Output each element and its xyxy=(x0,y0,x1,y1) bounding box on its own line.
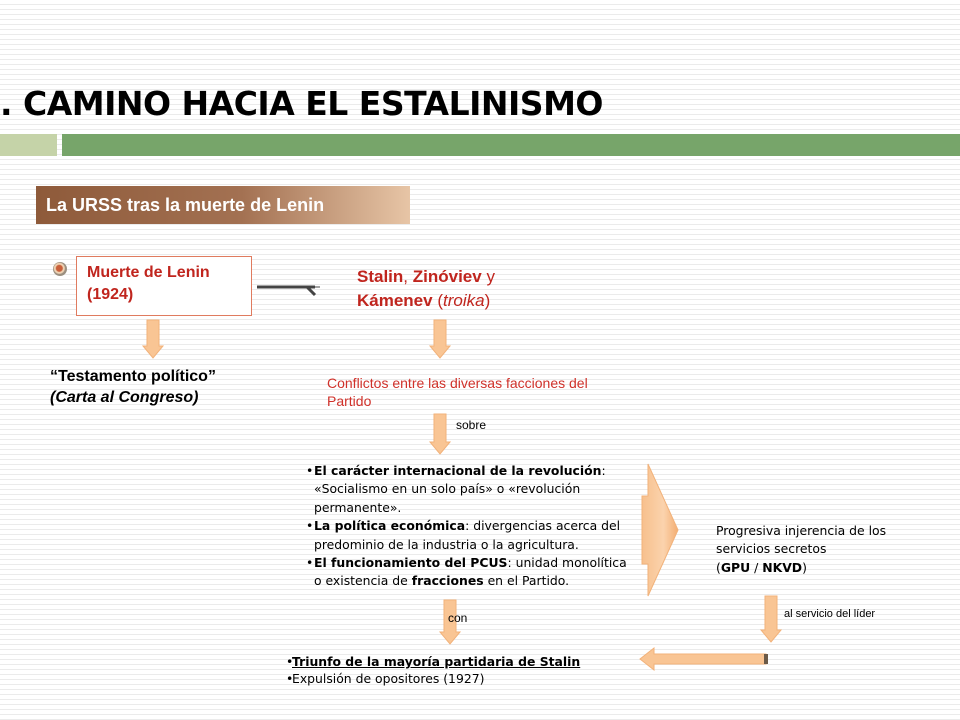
section-label: La URSS tras la muerte de Lenin xyxy=(36,186,410,224)
name-stalin: Stalin xyxy=(357,267,404,286)
topic-3-text-a: : unidad monolítica o existencia de xyxy=(314,555,627,589)
testament-line1: “Testamento político” xyxy=(50,368,216,385)
troika-sep1: , xyxy=(403,267,413,286)
topic-2-text: : divergencias acerca del predominio de la industria o la agricultura. xyxy=(314,518,621,552)
faction-conflicts: Conflictos entre las diversas facciones del Partido xyxy=(327,375,588,409)
list-item xyxy=(306,517,628,554)
topic-3-title: El funcionamiento del PCUS xyxy=(314,555,508,571)
name-kamenev: Kámenev xyxy=(357,291,433,310)
political-testament xyxy=(50,366,216,408)
injerencia-open: ( xyxy=(716,559,721,575)
lenin-box-line2: (1924) xyxy=(87,286,134,303)
topic-1-text: : «Socialismo en un solo país» o «revolución permanente». xyxy=(314,463,606,515)
troika-close: ) xyxy=(484,291,491,310)
title-underline-left xyxy=(0,134,57,156)
right-arrow-icon xyxy=(255,278,325,298)
topic-1-title: El carácter internacional de la revolución xyxy=(314,463,602,478)
lenin-death-box xyxy=(76,256,252,316)
down-arrow-icon xyxy=(143,320,163,360)
list-item xyxy=(306,554,628,591)
troika-word: troika xyxy=(443,291,485,310)
injerencia-slash: / xyxy=(750,559,763,575)
left-arrow-icon xyxy=(638,647,770,671)
topic-2-title: La política económica xyxy=(314,518,466,534)
results-list xyxy=(286,653,580,687)
title-underline-bar xyxy=(62,134,960,156)
secret-services-text xyxy=(716,522,916,577)
bullet-circle-icon xyxy=(53,262,67,276)
troika-sep2: y xyxy=(481,267,495,286)
lenin-box-line1: Muerte de Lenin xyxy=(87,264,210,281)
injerencia-main: Progresiva injerencia de los servicios secretos xyxy=(716,523,887,557)
down-arrow-icon xyxy=(761,596,781,644)
list-item xyxy=(286,670,580,687)
topic-3-fracciones: fracciones xyxy=(411,573,484,589)
nkvd-label: NKVD xyxy=(762,559,803,575)
large-right-arrow-icon xyxy=(628,462,680,598)
list-item xyxy=(306,462,628,517)
result-triunfo: Triunfo de la mayoría partidaria de Stalin xyxy=(292,654,581,669)
name-zinoviev: Zinóviev xyxy=(412,267,482,286)
list-item xyxy=(286,653,580,670)
down-arrow-icon xyxy=(430,414,450,456)
injerencia-close: ) xyxy=(802,559,807,575)
connector-al-servicio: al servicio del líder xyxy=(784,608,876,620)
result-expulsion: Expulsión de opositores (1927) xyxy=(292,671,485,686)
troika-open: ( xyxy=(432,291,443,310)
conflict-topics-list xyxy=(306,462,628,591)
troika-text xyxy=(357,265,587,313)
testament-line2: (Carta al Congreso) xyxy=(50,389,199,406)
down-arrow-icon xyxy=(430,320,450,360)
page-title: . CAMINO HACIA EL ESTALINISMO xyxy=(0,84,603,123)
connector-con: con xyxy=(448,611,468,625)
gpu-label: GPU xyxy=(720,559,751,575)
topic-3-text-b: en el Partido. xyxy=(483,573,570,589)
connector-sobre: sobre xyxy=(456,418,487,432)
